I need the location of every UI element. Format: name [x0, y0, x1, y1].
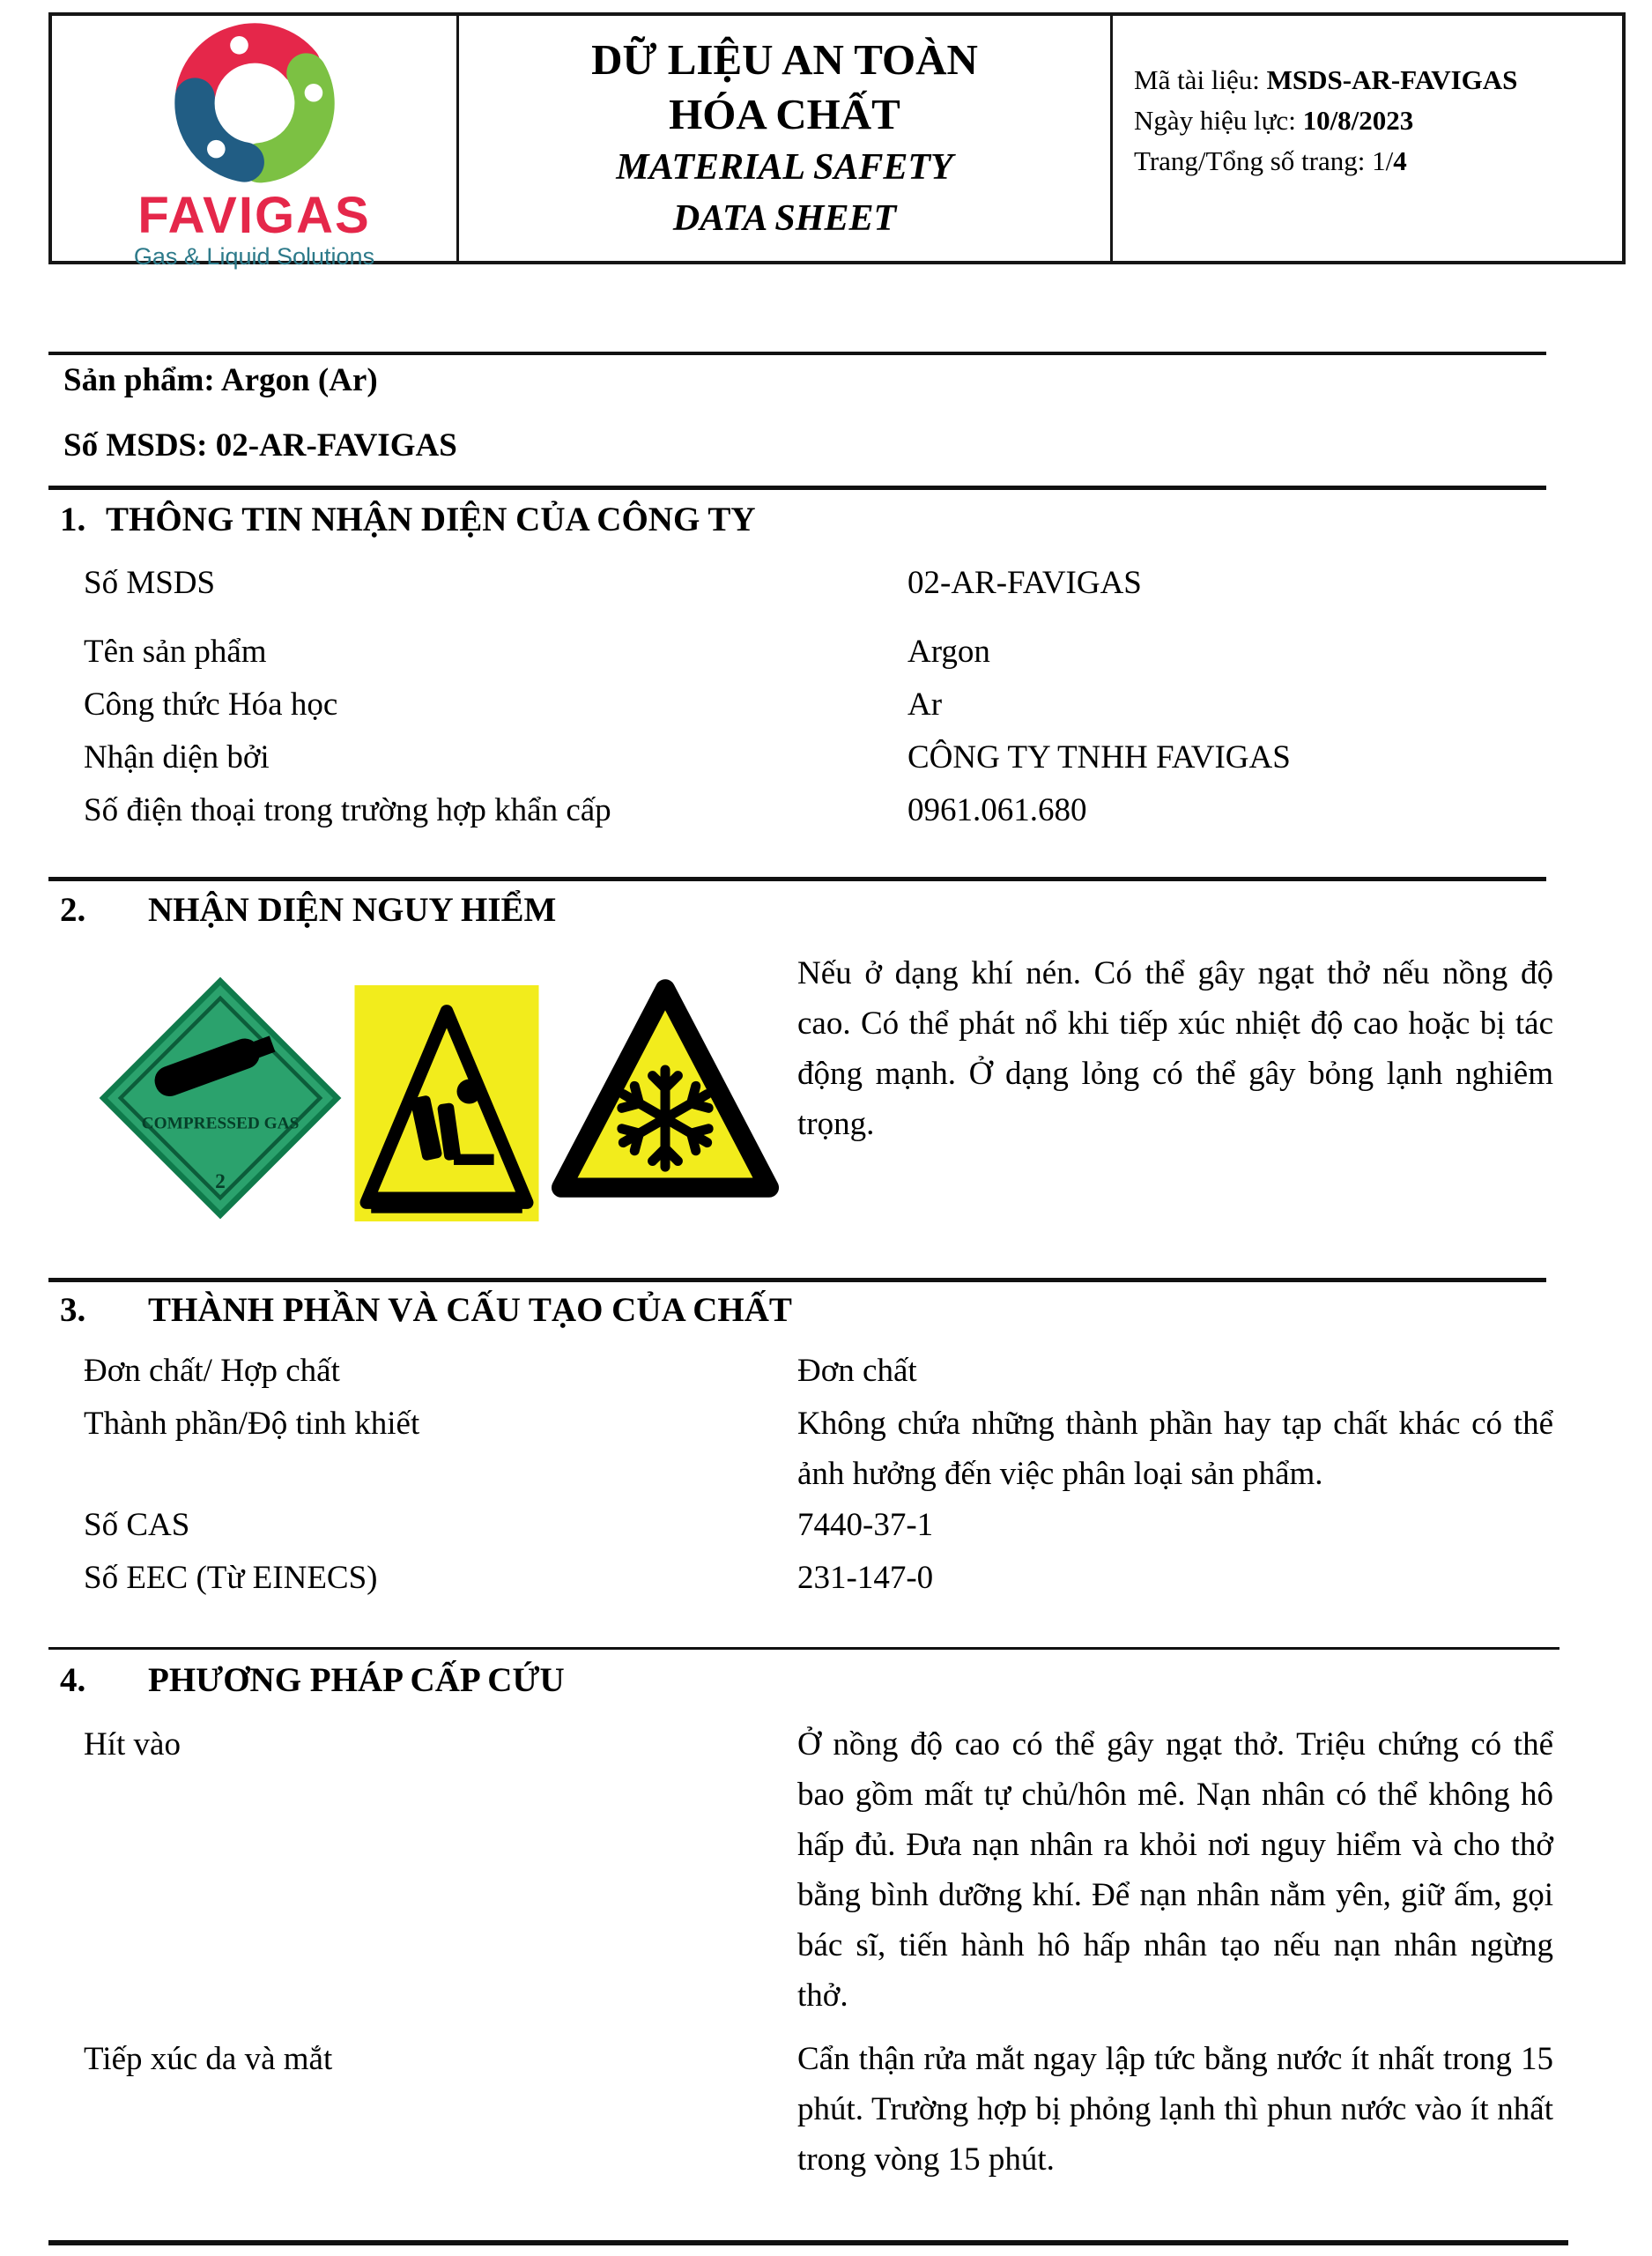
section-3-rows — [84, 1345, 1555, 1605]
page-count-label: Trang/Tổng số trang: — [1134, 145, 1373, 176]
effective-date-label: Ngày hiệu lực: — [1134, 105, 1303, 136]
section-3-title: THÀNH PHẦN VÀ CẤU TẠO CỦA CHẤT — [148, 1291, 792, 1329]
table-row — [84, 2033, 1555, 2185]
title-en-line2: DATA SHEET — [672, 198, 897, 239]
section-4-number: 4. — [60, 1661, 86, 1699]
table-row — [84, 1345, 1555, 1398]
product-name-line: Sản phẩm: Argon (Ar) — [63, 362, 378, 398]
effective-date-line — [1134, 100, 1613, 141]
msds-number-line: Số MSDS: 02-AR-FAVIGAS — [63, 427, 457, 464]
table-row — [84, 1718, 1555, 2021]
field-value: 231-147-0 — [797, 1560, 934, 1596]
divider-bottom — [48, 2240, 1568, 2245]
table-row — [84, 626, 1555, 679]
table-row — [84, 784, 1555, 837]
field-label: Số MSDS — [84, 565, 216, 601]
field-label: Thành phần/Độ tinh khiết — [84, 1406, 420, 1442]
field-label: Nhận diện bởi — [84, 739, 270, 776]
field-label: Tên sản phẩm — [84, 634, 267, 670]
section-3-number: 3. — [60, 1291, 86, 1329]
section-2-title: NHẬN DIỆN NGUY HIỂM — [148, 891, 557, 929]
section-1-title: THÔNG TIN NHẬN DIỆN CỦA CÔNG TY — [106, 501, 756, 538]
hazard-pictograms — [99, 971, 781, 1226]
section-1-heading — [60, 500, 756, 539]
hazard-class-number: 2 — [215, 1170, 226, 1194]
table-row — [84, 679, 1555, 731]
field-value: 02-AR-FAVIGAS — [907, 565, 1142, 601]
field-value: Argon — [907, 634, 990, 670]
asphyxiation-warning-icon — [354, 985, 539, 1226]
title-vi-line2: HÓA CHẤT — [669, 90, 900, 138]
page-count-line — [1134, 141, 1613, 182]
field-value: Ar — [907, 686, 943, 723]
field-label: Số điện thoại trong trường hợp khẩn cấp — [84, 792, 611, 828]
field-value: Ở nồng độ cao có thể gây ngạt thở. Triệu chứng có thể bao gồm mất tự chủ/hôn mê. Nạn nhân có thể không hô hấp đủ. Đưa nạn nhân ra khỏi nơi nguy hiểm và cho thở bằng bình dưỡng khí. Để nạn nhân nằm yên, giữ ấm, gọi bác sĩ, tiến hành hô hấp nhân tạo nếu nạn nhân ngừng thở. — [797, 1726, 1553, 2014]
table-row — [84, 1552, 1555, 1605]
field-value: 7440-37-1 — [797, 1507, 934, 1543]
table-row — [84, 1499, 1555, 1552]
doc-code-value: MSDS-AR-FAVIGAS — [1266, 64, 1518, 95]
field-label: Tiếp xúc da và mắt — [84, 2041, 333, 2077]
field-label: Số CAS — [84, 1507, 190, 1543]
field-label: Số EEC (Từ EINECS) — [84, 1560, 378, 1596]
title-en-line1: MATERIAL SAFETY — [616, 147, 953, 188]
table-row — [84, 557, 1555, 610]
document-title-cell — [459, 16, 1113, 261]
document-meta-cell — [1113, 16, 1622, 261]
divider-section-4 — [48, 1647, 1559, 1650]
page-total: 4 — [1393, 145, 1407, 176]
favigas-logo-icon — [164, 12, 345, 198]
section-1-rows — [84, 557, 1555, 837]
divider-top-product — [48, 352, 1546, 355]
header-table — [48, 12, 1626, 270]
table-row — [84, 1398, 1555, 1499]
section-4-title: PHƯƠNG PHÁP CẤP CỨU — [148, 1661, 565, 1699]
field-value: Cẩn thận rửa mắt ngay lập tức bằng nước ít nhất trong 15 phút. Trường hợp bị phỏng lạnh thì phun nước vào ít nhất trong vòng 15 phút. — [797, 2041, 1553, 2178]
divider-section-3 — [48, 1278, 1546, 1282]
divider-below-product — [48, 486, 1546, 490]
table-row — [84, 731, 1555, 784]
compressed-gas-pictogram-icon — [99, 976, 342, 1224]
logo-cell — [52, 16, 459, 270]
brand-name: FAVIGAS — [137, 186, 371, 244]
field-label: Đơn chất/ Hợp chất — [84, 1353, 340, 1389]
hazard-description: Nếu ở dạng khí nén. Có thể gây ngạt thở nếu nồng độ cao. Có thể phát nổ khi tiếp xúc nhiệt độ cao hoặc bị tác động mạnh. Ở dạng lỏng có thể gây bỏng lạnh nghiêm trọng. — [797, 955, 1553, 1142]
doc-code-line — [1134, 60, 1613, 100]
section-4-rows — [84, 1718, 1555, 2185]
brand-tagline: Gas & Liquid Solutions — [133, 242, 375, 270]
section-2-number: 2. — [60, 891, 86, 929]
field-value: Không chứa những thành phần hay tạp chất khác có thể ảnh hưởng đến việc phân loại sản phẩm. — [797, 1406, 1553, 1492]
title-vi-line1: DỮ LIỆU AN TOÀN — [591, 35, 978, 84]
section-2-heading — [60, 890, 556, 930]
page-current: 1/ — [1372, 145, 1394, 176]
field-value: 0961.061.680 — [907, 792, 1087, 828]
section-1-number: 1. — [60, 501, 86, 538]
doc-code-label: Mã tài liệu: — [1134, 64, 1267, 95]
effective-date-value: 10/8/2023 — [1302, 105, 1414, 136]
field-value: CÔNG TY TNHH FAVIGAS — [907, 739, 1291, 776]
field-label: Hít vào — [84, 1726, 181, 1762]
section-3-heading — [60, 1290, 792, 1330]
low-temperature-warning-icon — [550, 971, 781, 1210]
field-value: Đơn chất — [797, 1353, 917, 1389]
divider-section-2 — [48, 877, 1546, 881]
section-4-heading — [60, 1660, 565, 1700]
compressed-gas-label: COMPRESSED GAS — [141, 1114, 300, 1133]
field-label: Công thức Hóa học — [84, 686, 338, 723]
